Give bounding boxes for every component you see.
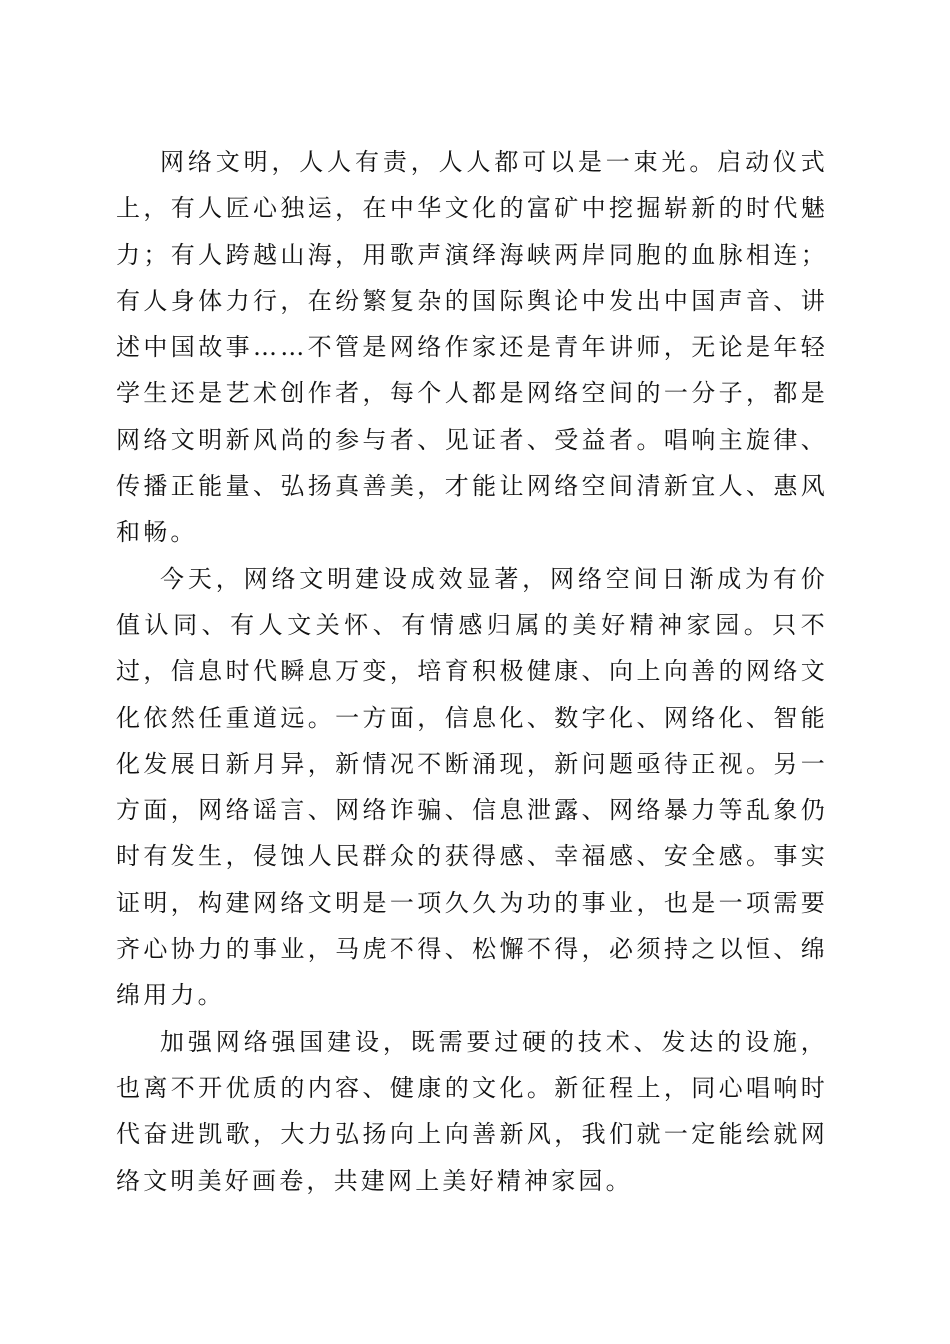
paragraph-1: 网络文明，人人有责，人人都可以是一束光。启动仪式上，有人匠心独运，在中华文化的富矿中挖掘崭新的时代魅力；有人跨越山海，用歌声演绎海峡两岸同胞的血脉相连；有人身体力行，在纷繁复杂的国际舆论中发出中国声音、讲述中国故事……不管是网络作家还是青年讲师，无论是年轻学生还是艺术创作者，每个人都是网络空间的一分子，都是网络文明新风尚的参与者、见证者、受益者。唱响主旋律、传播正能量、弘扬真善美，才能让网络空间清新宜人、惠风和畅。 xyxy=(116,148,828,547)
paragraph-3: 加强网络强国建设，既需要过硬的技术、发达的设施，也离不开优质的内容、健康的文化。新征程上，同心唱响时代奋进凯歌，大力弘扬向上向善新风，我们就一定能绘就网络文明美好画卷，共建网上美好精神家园。 xyxy=(116,1027,828,1195)
paragraph-2: 今天，网络文明建设成效显著，网络空间日渐成为有价值认同、有人文关怀、有情感归属的美好精神家园。只不过，信息时代瞬息万变，培育积极健康、向上向善的网络文化依然任重道远。一方面，信息化、数字化、网络化、智能化发展日新月异，新情况不断涌现，新问题亟待正视。另一方面，网络谣言、网络诈骗、信息泄露、网络暴力等乱象仍时有发生，侵蚀人民群众的获得感、幸福感、安全感。事实证明，构建网络文明是一项久久为功的事业，也是一项需要齐心协力的事业，马虎不得、松懈不得，必须持之以恒、绵绵用力。 xyxy=(116,564,828,1010)
document-body xyxy=(116,139,828,1204)
